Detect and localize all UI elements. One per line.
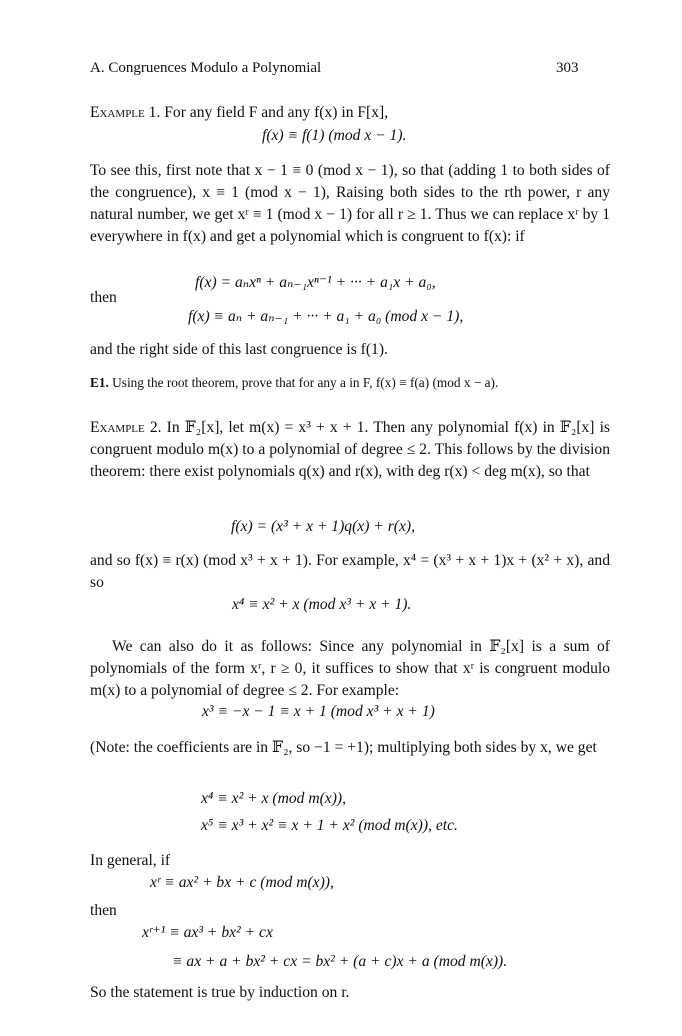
running-title: A. Congruences Modulo a Polynomial [90, 60, 322, 76]
example1-intro [90, 102, 610, 124]
para3-display5: xʳ⁺¹ ≡ ax³ + bx² + cx [142, 924, 273, 941]
example2-body2: and so f(x) ≡ r(x) (mod x³ + x + 1). For example, x⁴ = (x³ + x + 1)x + (x² + x), and so [90, 552, 610, 591]
example2-display2: x⁴ ≡ x² + x (mod x³ + x + 1). [232, 596, 412, 613]
example1-body: To see this, first note that x − 1 ≡ 0 (mod x − 1), so that (adding 1 to both sides of the congruence), x ≡ 1 (mod x − 1), Raising both sides to the rth power, r any natural number, we get xʳ ≡ 1 (mod x − 1) for all r ≥ 1. Thus we can replace xʳ by 1 everywhere in f(x) and get a polynomial which is congruent to f(x): if [90, 162, 610, 245]
example1-intro-text: 1. For any field F and any f(x) in F[x], [144, 104, 389, 121]
example1-display: f(x) ≡ f(1) (mod x − 1). [262, 127, 407, 144]
para3-display6: ≡ ax + a + bx² + cx = bx² + (a + c)x + a (mod m(x)). [172, 953, 508, 970]
example1-label: Example [90, 104, 145, 121]
example1-closing: and the right side of this last congruence is f(1). [90, 341, 388, 358]
example1-then: then [90, 289, 117, 306]
para3-then: then [90, 902, 117, 919]
exercise-text: Using the root theorem, prove that for any a in F, f(x) ≡ f(a) (mod x − a). [108, 375, 499, 390]
para3-note: (Note: the coefficients are in 𝔽₂, so −1 = +1); multiplying both sides by x, we get [90, 739, 597, 756]
page-number: 303 [556, 60, 579, 76]
example1-display2: f(x) = aₙxⁿ + aₙ₋₁xⁿ⁻¹ + ··· + a₁x + a₀, [195, 274, 436, 291]
example2-body-text: 2. In 𝔽₂[x], let m(x) = x³ + x + 1. Then any polynomial f(x) in 𝔽₂[x] is congruent modulo m(x) to a polynomial of degree ≤ 2. This follows by the division theorem: there exist polynomials q(x) and r(x), with deg r(x) < deg m(x), so that [90, 419, 610, 480]
para3-display3: x⁵ ≡ x³ + x² ≡ x + 1 + x² (mod m(x)), etc. [201, 817, 458, 834]
para3-body: We can also do it as follows: Since any polynomial in 𝔽₂[x] is a sum of polynomials of the form xʳ, r ≥ 0, it suffices to show that xʳ is congruent modulo m(x) to a polynomial of degree ≤ 2. For example: [90, 638, 610, 699]
example2-label: Example [90, 419, 145, 436]
para3-display2: x⁴ ≡ x² + x (mod m(x)), [201, 790, 347, 807]
para3-display: x³ ≡ −x − 1 ≡ x + 1 (mod x³ + x + 1) [202, 703, 435, 720]
example2-display: f(x) = (x³ + x + 1)q(x) + r(x), [231, 518, 415, 535]
para3-general: In general, if [90, 852, 171, 869]
example1-display3: f(x) ≡ aₙ + aₙ₋₁ + ··· + a₁ + a₀ (mod x − 1), [188, 308, 464, 325]
para3-closing: So the statement is true by induction on r. [90, 984, 350, 1001]
example2-body [90, 417, 610, 483]
exercise-label: E1. [90, 375, 109, 390]
para3-display4: xʳ ≡ ax² + bx + c (mod m(x)), [150, 874, 334, 891]
exercise-e1 [90, 375, 498, 391]
